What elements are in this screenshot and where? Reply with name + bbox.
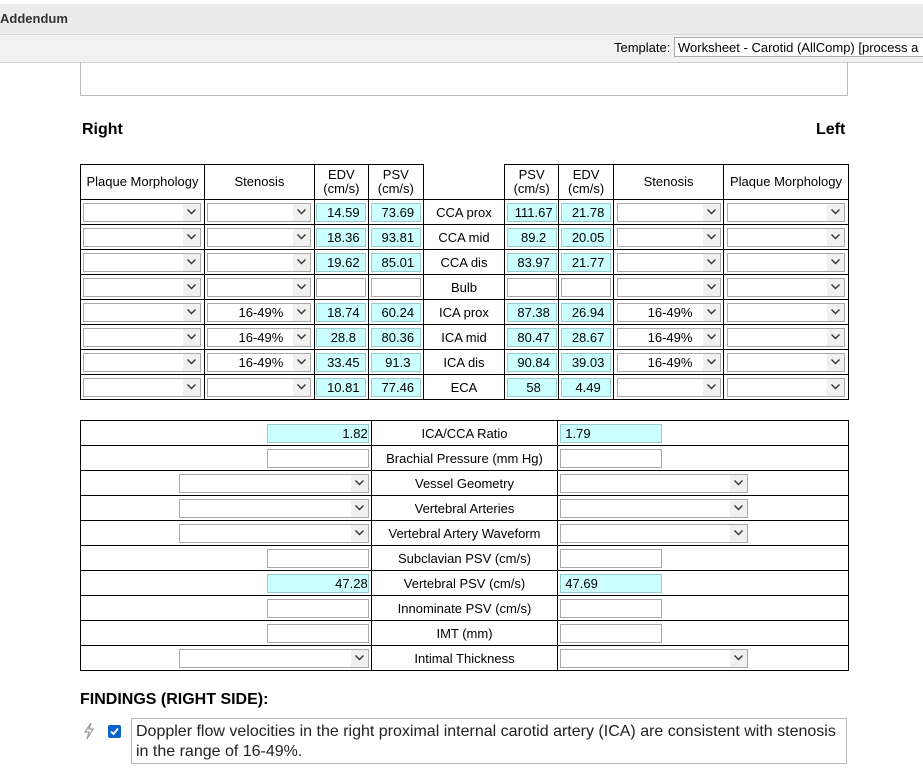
measure-right-cell (81, 596, 372, 621)
plaque-right-select[interactable] (83, 278, 201, 297)
psv-left-input[interactable]: 89.2 (507, 228, 557, 247)
psv-left-input[interactable]: 83.97 (507, 253, 557, 272)
segment-cell (423, 275, 504, 300)
stenosis-left-select-value: 16-49% (647, 304, 693, 320)
finding-checkbox[interactable] (108, 725, 121, 738)
edv-left-input[interactable]: 21.77 (561, 253, 611, 272)
measure-right-cell (81, 571, 372, 596)
header-edv-unit: (cm/s) (568, 181, 605, 196)
measurement-label-cell (371, 646, 558, 671)
chevron-down-icon (351, 525, 368, 542)
segment-label: CCA prox (436, 204, 492, 220)
measure-right-input[interactable] (267, 599, 369, 618)
measurement-label: IMT (mm) (436, 625, 493, 641)
chevron-down-icon (293, 354, 310, 371)
header-psv-label: PSV (518, 167, 545, 182)
table-row (81, 496, 849, 521)
header-psv-label: PSV (382, 167, 409, 182)
stenosis-left-select[interactable] (617, 378, 721, 397)
psv-right-input[interactable]: 91.3 (371, 353, 421, 372)
chevron-down-icon (351, 500, 368, 517)
segment-label: CCA mid (438, 229, 490, 245)
table-row (81, 375, 849, 400)
chevron-down-icon (703, 229, 720, 246)
chevron-down-icon (293, 304, 310, 321)
plaque-left-select[interactable] (727, 303, 845, 322)
edv-left-input[interactable]: 20.05 (561, 228, 611, 247)
edv-right-input[interactable]: 19.62 (316, 253, 366, 272)
measurement-label: Intimal Thickness (414, 650, 515, 666)
table-row (81, 571, 849, 596)
measure-right-cell (81, 471, 372, 496)
header-edv-label: EDV (327, 167, 355, 182)
stenosis-right-select[interactable] (207, 203, 311, 222)
psv-left-input[interactable]: 111.67 (507, 203, 557, 222)
plaque-right-select[interactable] (83, 303, 201, 322)
chevron-down-icon (183, 304, 200, 321)
chevron-down-icon (183, 229, 200, 246)
left-side-heading: Left (816, 121, 846, 138)
segment-cell (423, 375, 504, 400)
measure-right-cell (81, 446, 372, 471)
measurement-label: Subclavian PSV (cm/s) (398, 550, 531, 566)
stenosis-left-select[interactable] (617, 353, 721, 372)
header-stenosis-left: Stenosis (614, 165, 724, 200)
measure-left-select[interactable] (560, 499, 748, 518)
measurement-label-cell (371, 496, 558, 521)
segment-label: Bulb (450, 279, 477, 295)
chevron-down-icon (703, 279, 720, 296)
stenosis-right-select[interactable] (207, 303, 311, 322)
measure-right-cell (81, 546, 372, 571)
stenosis-left-select[interactable] (617, 253, 721, 272)
table-row (81, 250, 849, 275)
plaque-right-select[interactable] (83, 253, 201, 272)
psv-left-input[interactable]: 87.38 (507, 303, 557, 322)
chevron-down-icon (730, 525, 747, 542)
measure-right-cell (81, 496, 372, 521)
stenosis-right-select[interactable] (207, 278, 311, 297)
header-psv-unit: (cm/s) (513, 181, 550, 196)
table-row (81, 546, 849, 571)
header-edv-unit: (cm/s) (323, 181, 360, 196)
edv-left-input[interactable] (561, 278, 611, 297)
measure-right-cell (81, 646, 372, 671)
segment-cell (423, 350, 504, 375)
plaque-right-select[interactable] (83, 228, 201, 247)
chevron-down-icon (827, 279, 844, 296)
measure-left-select[interactable] (560, 474, 748, 493)
table-row (81, 596, 849, 621)
edv-left-input[interactable]: 4.49 (561, 378, 611, 397)
edv-left-input[interactable]: 21.78 (561, 203, 611, 222)
plaque-right-select[interactable] (83, 353, 201, 372)
psv-right-input[interactable]: 60.24 (371, 303, 421, 322)
edv-right-input[interactable]: 28.8 (316, 328, 366, 347)
psv-right-input[interactable]: 93.81 (371, 228, 421, 247)
stenosis-left-select-value: 16-49% (647, 354, 693, 370)
measure-left-input[interactable]: 1.79 (560, 424, 662, 443)
stenosis-left-select[interactable] (617, 303, 721, 322)
measure-right-cell (81, 621, 372, 646)
stenosis-right-select[interactable] (207, 353, 311, 372)
measure-left-input[interactable] (560, 624, 662, 643)
edv-right-input[interactable]: 18.74 (316, 303, 366, 322)
measure-left-cell (558, 496, 849, 521)
table-row (81, 225, 849, 250)
plaque-left-select[interactable] (727, 353, 845, 372)
measure-right-select[interactable] (179, 499, 369, 518)
header-psv-left (505, 165, 559, 200)
chevron-down-icon (183, 329, 200, 346)
measure-left-cell (558, 546, 849, 571)
measurement-label-cell (371, 621, 558, 646)
chevron-down-icon (351, 650, 368, 667)
stenosis-right-select-value: 16-49% (238, 354, 284, 370)
psv-right-input[interactable]: 73.69 (371, 203, 421, 222)
measure-left-cell (558, 421, 849, 446)
chevron-down-icon (827, 254, 844, 271)
chevron-down-icon (827, 379, 844, 396)
chevron-down-icon (827, 204, 844, 221)
table-row (81, 521, 849, 546)
table-row (81, 275, 849, 300)
stenosis-left-select[interactable] (617, 203, 721, 222)
measure-right-select[interactable] (179, 649, 369, 668)
measure-right-input[interactable] (267, 549, 369, 568)
chevron-down-icon (703, 379, 720, 396)
stenosis-right-select[interactable] (207, 253, 311, 272)
stenosis-left-select[interactable] (617, 328, 721, 347)
edv-right-input[interactable]: 18.36 (316, 228, 366, 247)
measure-left-cell (558, 621, 849, 646)
psv-right-input[interactable] (371, 278, 421, 297)
measurement-label: Innominate PSV (cm/s) (397, 600, 532, 616)
chevron-down-icon (293, 254, 310, 271)
plaque-left-select[interactable] (727, 278, 845, 297)
plaque-right-select[interactable] (83, 203, 201, 222)
measurements-table (80, 420, 849, 671)
window-title-bar (0, 4, 923, 35)
table-row (81, 350, 849, 375)
measure-left-select[interactable] (560, 649, 748, 668)
chevron-down-icon (183, 379, 200, 396)
measurement-label-cell (371, 596, 558, 621)
chevron-down-icon (183, 254, 200, 271)
measure-right-input[interactable]: 1.82 (267, 424, 369, 443)
table-row (81, 446, 849, 471)
plaque-right-select[interactable] (83, 328, 201, 347)
segment-label: ICA mid (441, 329, 487, 345)
psv-right-input[interactable]: 80.36 (371, 328, 421, 347)
measure-left-cell (558, 446, 849, 471)
plaque-left-select[interactable] (727, 378, 845, 397)
finding-text[interactable]: Doppler flow velocities in the right proximal internal carotid artery (ICA) are consistent with stenosis in the range of 16-49%. (131, 718, 847, 764)
window-title: Addendum (0, 11, 68, 26)
chevron-down-icon (730, 500, 747, 517)
notes-textarea[interactable] (80, 62, 848, 96)
edv-right-input[interactable]: 14.59 (316, 203, 366, 222)
measure-left-input[interactable] (560, 449, 662, 468)
segment-cell (423, 225, 504, 250)
chevron-down-icon (703, 254, 720, 271)
chevron-down-icon (293, 204, 310, 221)
measure-left-input[interactable] (560, 549, 662, 568)
header-blank (423, 165, 504, 200)
psv-left-input[interactable]: 90.84 (507, 353, 557, 372)
chevron-down-icon (730, 475, 747, 492)
stenosis-left-select[interactable] (617, 228, 721, 247)
table-row (81, 621, 849, 646)
right-side-heading: Right (82, 121, 123, 138)
stenosis-left-select[interactable] (617, 278, 721, 297)
table-row (81, 300, 849, 325)
edv-right-input[interactable]: 10.81 (316, 378, 366, 397)
measurement-label: Vessel Geometry (414, 475, 514, 491)
header-edv-right (314, 165, 368, 200)
measure-left-input[interactable] (560, 599, 662, 618)
plaque-left-select[interactable] (727, 203, 845, 222)
table-row (81, 325, 849, 350)
header-stenosis-right: Stenosis (204, 165, 314, 200)
table-row (81, 200, 849, 225)
chevron-down-icon (183, 279, 200, 296)
chevron-down-icon (293, 329, 310, 346)
chevron-down-icon (293, 379, 310, 396)
measurement-label-cell (371, 546, 558, 571)
measurement-label-cell (371, 471, 558, 496)
chevron-down-icon (827, 329, 844, 346)
segment-label: ICA prox (439, 304, 489, 320)
psv-right-input[interactable]: 77.46 (371, 378, 421, 397)
header-edv-left (559, 165, 614, 200)
measurement-label-cell (371, 446, 558, 471)
header-plaque-left: Plaque Morphology (724, 165, 849, 200)
stenosis-left-select-value: 16-49% (647, 329, 693, 345)
header-psv-unit: (cm/s) (377, 181, 414, 196)
chevron-down-icon (183, 354, 200, 371)
measure-right-select[interactable] (179, 524, 369, 543)
edv-left-input[interactable]: 26.94 (561, 303, 611, 322)
template-select[interactable]: Worksheet - Carotid (AllComp) [process a (674, 37, 923, 57)
chevron-down-icon (293, 229, 310, 246)
chevron-down-icon (730, 650, 747, 667)
lightning-icon[interactable] (82, 722, 96, 743)
measure-left-cell (558, 646, 849, 671)
header-edv-label: EDV (572, 167, 600, 182)
measure-left-cell (558, 596, 849, 621)
measure-right-cell (81, 521, 372, 546)
stenosis-right-select[interactable] (207, 328, 311, 347)
edv-left-input[interactable]: 39.03 (561, 353, 611, 372)
measurement-label: Vertebral Artery Waveform (388, 525, 541, 541)
edv-left-input[interactable]: 28.67 (561, 328, 611, 347)
plaque-left-select[interactable] (727, 328, 845, 347)
table-row (81, 471, 849, 496)
table-row (81, 421, 849, 446)
edv-right-input[interactable] (316, 278, 366, 297)
header-psv-right (368, 165, 423, 200)
measure-left-input[interactable]: 47.69 (560, 574, 662, 593)
segment-cell (423, 325, 504, 350)
chevron-down-icon (183, 204, 200, 221)
measure-left-select[interactable] (560, 524, 748, 543)
chevron-down-icon (703, 354, 720, 371)
chevron-down-icon (827, 354, 844, 371)
measure-left-cell (558, 471, 849, 496)
measurement-label: ICA/CCA Ratio (421, 425, 508, 441)
measurement-label: Brachial Pressure (mm Hg) (386, 450, 543, 466)
stenosis-right-select-value: 16-49% (238, 329, 284, 345)
segment-label: ECA (450, 379, 478, 395)
findings-heading: FINDINGS (RIGHT SIDE): (80, 691, 269, 708)
segment-cell (423, 300, 504, 325)
measure-right-input[interactable] (267, 449, 369, 468)
chevron-down-icon (703, 204, 720, 221)
measure-right-input[interactable]: 47.28 (267, 574, 369, 593)
segment-label: CCA dis (440, 254, 488, 270)
velocity-table (80, 164, 849, 400)
chevron-down-icon (351, 475, 368, 492)
segment-label: ICA dis (443, 354, 485, 370)
measure-right-select[interactable] (179, 474, 369, 493)
measurement-label-cell (371, 421, 558, 446)
measure-left-cell (558, 571, 849, 596)
psv-left-input[interactable]: 58 (507, 378, 557, 397)
chevron-down-icon (827, 304, 844, 321)
plaque-right-select[interactable] (83, 378, 201, 397)
measurement-label: Vertebral Arteries (414, 500, 515, 516)
chevron-down-icon (293, 279, 310, 296)
segment-cell (423, 200, 504, 225)
measurement-label-cell (371, 521, 558, 546)
measurement-label: Vertebral PSV (cm/s) (403, 575, 526, 591)
table-row (81, 646, 849, 671)
psv-left-input[interactable]: 80.47 (507, 328, 557, 347)
measure-right-cell (81, 421, 372, 446)
stenosis-right-select-value: 16-49% (238, 304, 284, 320)
measure-left-cell (558, 521, 849, 546)
template-label: Template: (614, 40, 671, 55)
edv-right-input[interactable]: 33.45 (316, 353, 366, 372)
psv-right-input[interactable]: 85.01 (371, 253, 421, 272)
chevron-down-icon (703, 304, 720, 321)
chevron-down-icon (827, 229, 844, 246)
template-bar (0, 35, 923, 63)
measurement-label-cell (371, 571, 558, 596)
chevron-down-icon (703, 329, 720, 346)
stenosis-right-select[interactable] (207, 378, 311, 397)
header-plaque-right: Plaque Morphology (81, 165, 205, 200)
plaque-left-select[interactable] (727, 253, 845, 272)
segment-cell (423, 250, 504, 275)
measure-right-input[interactable] (267, 624, 369, 643)
psv-left-input[interactable] (507, 278, 557, 297)
stenosis-right-select[interactable] (207, 228, 311, 247)
plaque-left-select[interactable] (727, 228, 845, 247)
